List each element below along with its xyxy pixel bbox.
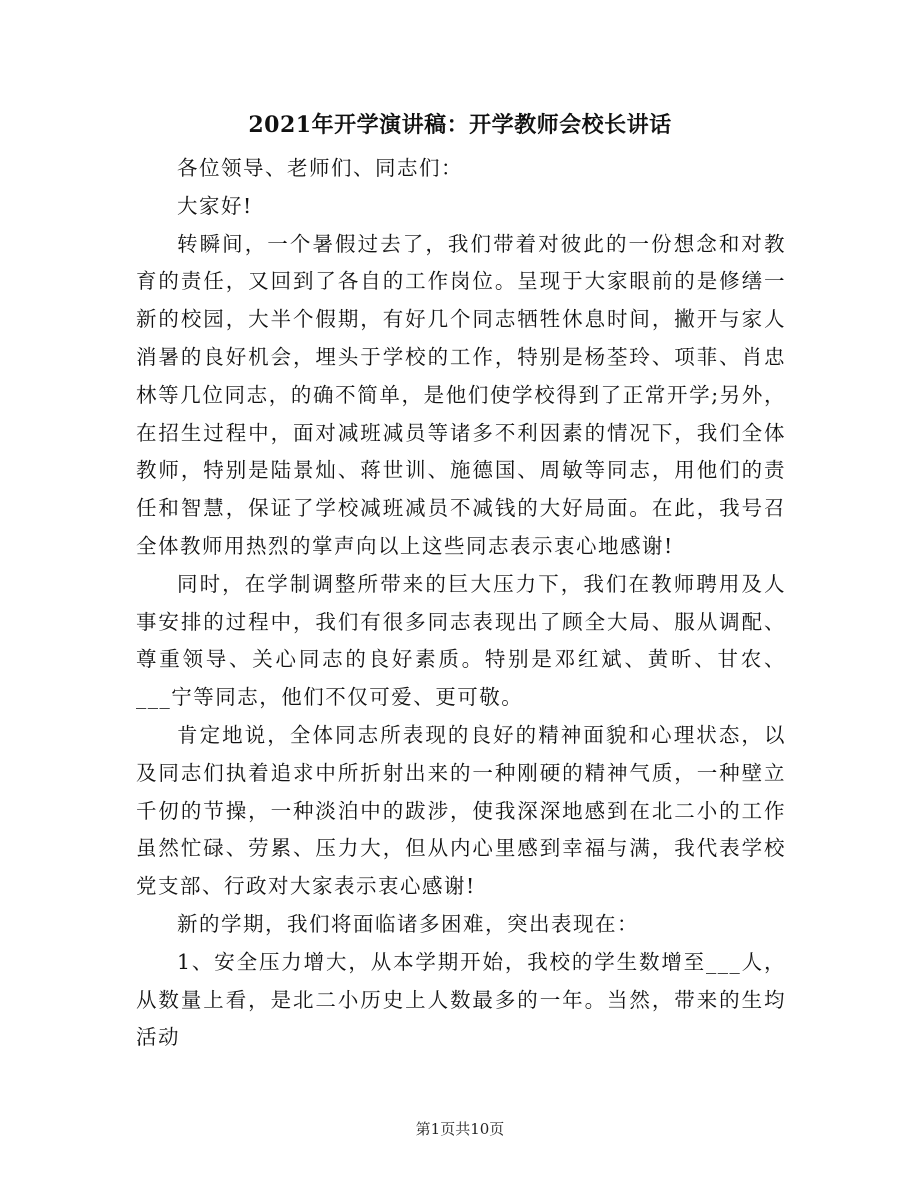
page-number: 第1页共10页 xyxy=(415,1120,505,1138)
paragraph-greeting: 大家好! xyxy=(177,193,253,218)
document-body xyxy=(136,150,786,1057)
paragraph: 肯定地说，全体同志所表现的良好的精神面貌和心理状态，以及同志们执着追求中所折射出来的一种刚硬的精神气质，一种壁立千仞的节操，一种淡泊中的跋涉，使我深深地感到在北二小的工作虽然忙碌、劳累、压力大，但从内心里感到幸福与满，我代表学校党支部、行政对大家表示衷心感谢! xyxy=(136,722,786,899)
paragraph: 转瞬间，一个暑假过去了，我们带着对彼此的一份想念和对教育的责任，又回到了各自的工作岗位。呈现于大家眼前的是修缮一新的校园，大半个假期，有好几个同志牺牲休息时间，撇开与家人消暑的良好机会，埋头于学校的工作，特别是杨荃玲、项菲、肖忠林等几位同志，的确不简单，是他们使学校得到了正常开学;另外，在招生过程中，面对减班减员等诸多不利因素的情况下，我们全体教师，特别是陆景灿、蒋世训、施德国、周敏等同志，用他们的责任和智慧，保证了学校减班减员不减钱的大好局面。在此，我号召全体教师用热烈的掌声向以上这些同志表示衷心地感谢! xyxy=(136,231,786,558)
document-title: 2021年开学演讲稿：开学教师会校长讲话 xyxy=(248,112,672,138)
paragraph: 同时，在学制调整所带来的巨大压力下，我们在教师聘用及人事安排的过程中，我们有很多同志表现出了顾全大局、服从调配、尊重领导、关心同志的良好素质。特别是邓红斌、黄昕、甘农、___宁等同志，他们不仅可爱、更可敬。 xyxy=(136,571,786,710)
paragraph: 1、安全压力增大，从本学期开始，我校的学生数增至___人，从数量上看，是北二小历史上人数最多的一年。当然，带来的生均活动 xyxy=(136,949,786,1050)
paragraph-salutation: 各位领导、老师们、同志们： xyxy=(177,156,463,180)
paragraph: 新的学期，我们将面临诸多困难，突出表现在： xyxy=(177,911,639,936)
